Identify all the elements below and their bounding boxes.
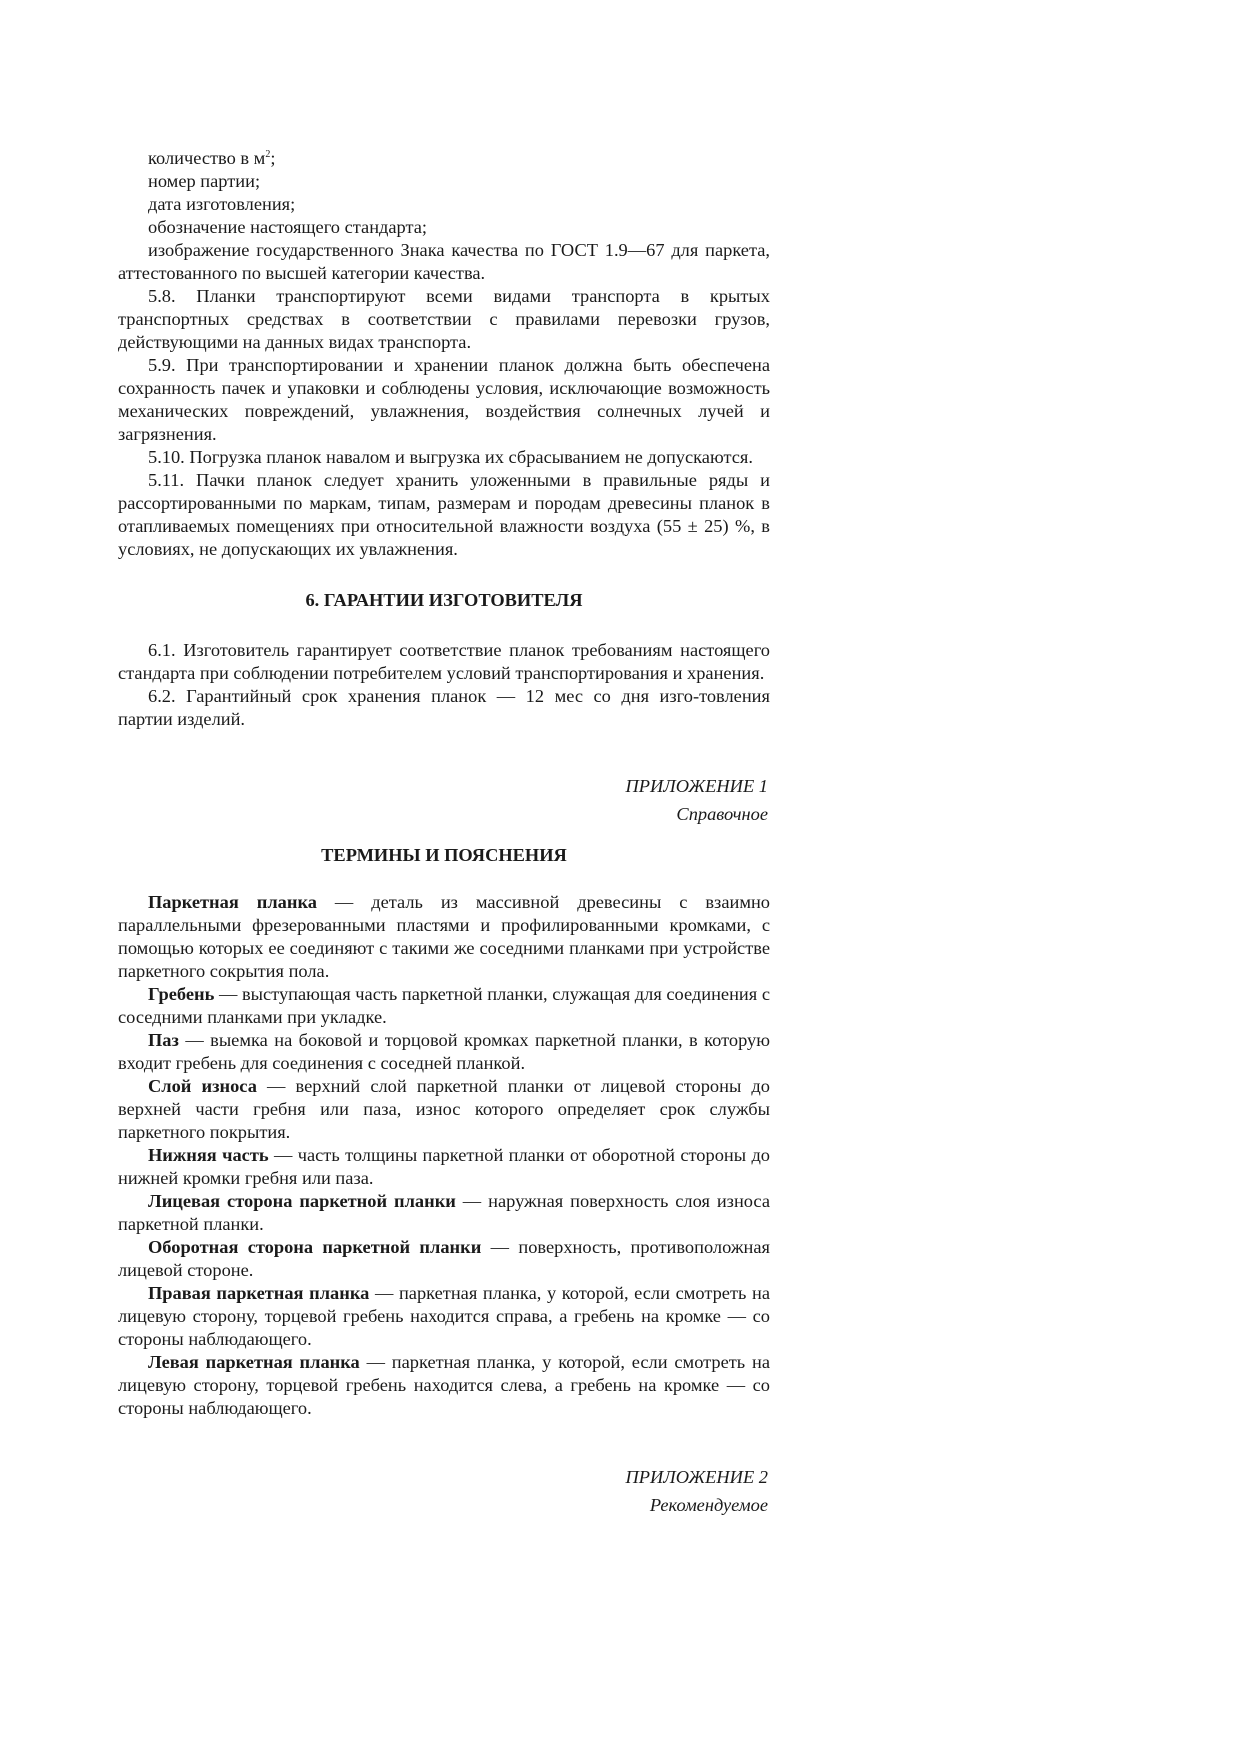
term-definition: — выступающая часть паркетной планки, служащая для соединения с соседними планками при укладке. — [118, 984, 770, 1027]
term-name: Лицевая сторона паркетной планки — [148, 1191, 456, 1211]
term-definition: — паркетная планка, у которой, если смотреть на лицевую сторону, торцевой гребень находится справа, а гребень на кромке — со стороны наблюдающего. — [118, 1283, 770, 1349]
paragraph-5-8: 5.8. Планки транспортируют всеми видами транспорта в крытых транспортных средствах в соответствии с правилами перевозки грузов, действующими на данных видах транспорта. — [118, 286, 770, 352]
terms-title: ТЕРМИНЫ И ПОЯСНЕНИЯ — [321, 845, 567, 865]
marking-quality-mark: изображение государственного Знака качества по ГОСТ 1.9—67 для паркета, аттестованного по высшей категории качества. — [118, 240, 770, 283]
term-definition: — деталь из массивной древесины с взаимно параллельными фрезерованными пластями и профилированными кромками, с помощью которых ее соединяют с такими же соседними планками при устройстве паркетного сокрытия пола. — [118, 892, 770, 981]
quantity-superscript: 2 — [265, 149, 271, 160]
appendix-1-type: Справочное — [676, 804, 768, 824]
term-definition: — верхний слой паркетной планки от лицевой стороны до верхней части гребня или паза, износ которого определяет срок службы паркетного покрытия. — [118, 1076, 770, 1142]
marking-batch-number: номер партии; — [148, 171, 261, 191]
term-name: Нижняя часть — [148, 1145, 269, 1165]
document-page — [118, 147, 770, 1517]
paragraph-5-11: 5.11. Пачки планок следует хранить уложенными в правильные ряды и рассортированными по маркам, типам, размерам и породам древесины планок в отапливаемых помещениях при относительной влажности воздуха (55 ± 25) %, в условиях, не допускающих их увлажнения. — [118, 470, 770, 559]
paragraph-6-2: 6.2. Гарантийный срок хранения планок — 12 мес со дня изго-товления партии изделий. — [118, 686, 770, 729]
appendix-2-label: ПРИЛОЖЕНИЕ 2 — [625, 1467, 768, 1487]
term-name: Слой износа — [148, 1076, 257, 1096]
term-entry — [118, 1351, 770, 1420]
paragraph-5-10: 5.10. Погрузка планок навалом и выгрузка их сбрасыванием не допускаются. — [148, 447, 753, 467]
term-name: Правая паркетная планка — [148, 1283, 370, 1303]
term-entry — [118, 1144, 770, 1190]
term-definition: — поверхность, противоположная лицевой стороне. — [118, 1237, 770, 1280]
paragraph-5-9: 5.9. При транспортировании и хранении планок должна быть обеспечена сохранность пачек и упаковки и соблюдены условия, исключающие возможность механических повреждений, увлажнения, воздействия солнечных лучей и загрязнения. — [118, 355, 770, 444]
term-definition: — паркетная планка, у которой, если смотреть на лицевую сторону, торцевой гребень находится слева, а гребень на кромке — со стороны наблюдающего. — [118, 1352, 771, 1418]
appendix-1-label: ПРИЛОЖЕНИЕ 1 — [625, 776, 768, 796]
term-definition: — выемка на боковой и торцовой кромках паркетной планки, в которую входит гребень для соединения с соседней планкой. — [118, 1030, 770, 1073]
term-name: Гребень — [148, 984, 215, 1004]
term-name: Паз — [148, 1030, 179, 1050]
term-entry — [118, 1029, 770, 1075]
term-name: Левая паркетная планка — [148, 1352, 360, 1372]
term-entry — [118, 1075, 770, 1144]
term-entry — [118, 1282, 770, 1351]
term-entry — [118, 1236, 770, 1282]
section-6-title: 6. ГАРАНТИИ ИЗГОТОВИТЕЛЯ — [305, 590, 583, 610]
term-name: Оборотная сторона паркетной планки — [148, 1237, 482, 1257]
term-definition: — наружная поверхность слоя износа паркетной планки. — [118, 1191, 770, 1234]
term-name: Паркетная планка — [148, 892, 317, 912]
marking-quantity: количество в $м^2$; — [148, 148, 276, 168]
term-entry — [118, 1190, 770, 1236]
paragraph-6-1: 6.1. Изготовитель гарантирует соответствие планок требованиям настоящего стандарта при соблюдении потребителем условий транспортирования и хранения. — [118, 640, 770, 683]
term-entry — [118, 891, 770, 983]
term-definition: — часть толщины паркетной планки от оборотной стороны до нижней кромки гребня или паза. — [118, 1145, 770, 1188]
marking-standard-designation: обозначение настоящего стандарта; — [148, 217, 428, 237]
marking-manufacture-date: дата изготовления; — [148, 194, 296, 214]
appendix-2-type: Рекомендуемое — [649, 1495, 768, 1515]
term-entry — [118, 983, 770, 1029]
